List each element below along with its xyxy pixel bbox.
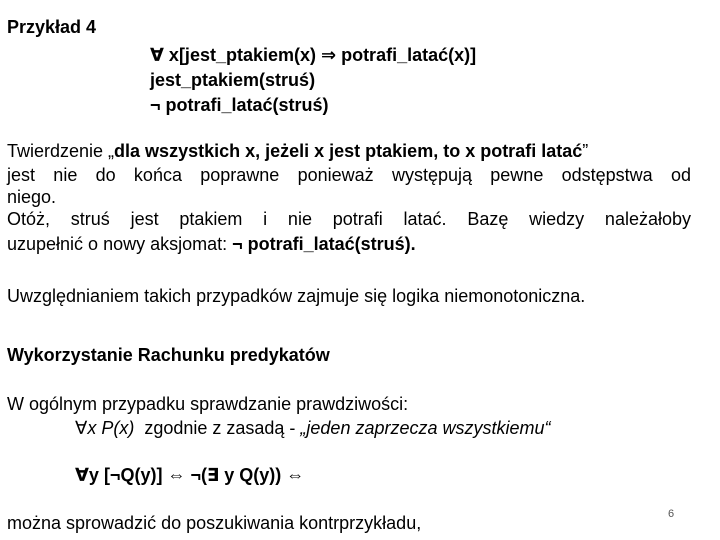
quote-open: Twierdzenie „ bbox=[7, 141, 115, 161]
counterexample-line: można sprowadzić do poszukiwania kontrprzykładu, bbox=[7, 513, 422, 533]
paragraph-line-2: jest nie do końca poprawne ponieważ występują pewne odstępstwa od bbox=[7, 165, 691, 185]
formula-forall-p: ∀x P(x) bbox=[75, 418, 135, 438]
rule-text: zgodnie z zasadą - bbox=[134, 418, 301, 438]
section-line-1: W ogólnym przypadku sprawdzanie prawdziwości: bbox=[7, 394, 409, 414]
paragraph-line-3: niego. bbox=[7, 187, 57, 207]
formula-universal-birds-fly: ∀ x[jest_ptakiem(x) ⇒ potrafi_latać(x)] bbox=[150, 45, 477, 65]
new-axiom: ¬ potrafi_latać(struś). bbox=[232, 234, 416, 254]
slide-title: Przykład 4 bbox=[7, 17, 97, 37]
formula-equivalence: ∀y [¬Q(y)] ⇔ ¬(∃ y Q(y)) ⇔ bbox=[75, 465, 305, 485]
formula-ostrich-is-bird: jest_ptakiem(struś) bbox=[150, 70, 316, 90]
paragraph-line-4: Otóż, struś jest ptakiem i nie potrafi latać. Bazę wiedzy należałoby bbox=[7, 209, 691, 229]
nonmonotonic-logic-note: Uwzględnianiem takich przypadków zajmuje się logika niemonotoniczna. bbox=[7, 286, 586, 306]
section-line-2 bbox=[75, 417, 551, 439]
rule-quote: „jeden zaprzecza wszystkiemu“ bbox=[300, 418, 551, 438]
axiom-intro: uzupełnić o nowy aksjomat: bbox=[7, 234, 233, 254]
formula-ostrich-cannot-fly: ¬ potrafi_latać(struś) bbox=[150, 95, 329, 115]
quoted-statement: dla wszystkich x, jeżeli x jest ptakiem, to x potrafi latać bbox=[114, 141, 583, 161]
paragraph-line-5 bbox=[7, 233, 416, 255]
page-number: 6 bbox=[668, 508, 675, 520]
paragraph-line-1 bbox=[7, 140, 588, 162]
quote-close: ” bbox=[582, 141, 589, 161]
section-heading: Wykorzystanie Rachunku predykatów bbox=[7, 345, 330, 365]
